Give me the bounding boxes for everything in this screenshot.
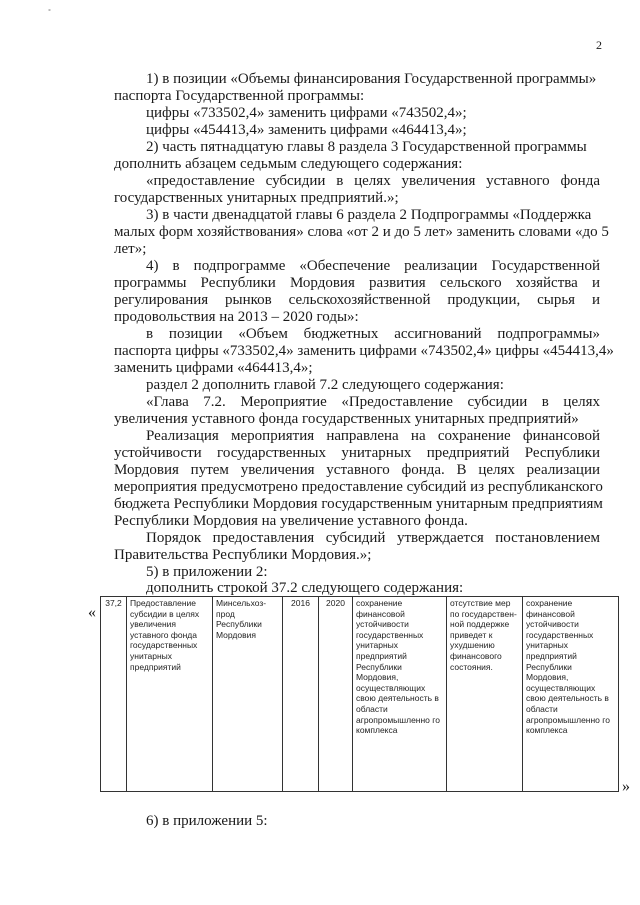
table-open-quote: « xyxy=(88,604,96,621)
text-line: бюджета Республики Мордовия государственным унитарным предприятиям xyxy=(114,496,603,512)
text-line: государственных унитарных предприятий.»; xyxy=(114,190,399,206)
text-line: дополнить строкой 37.2 следующего содержания: xyxy=(146,580,464,596)
start-year-cell: 2016 xyxy=(283,597,319,792)
text-line: малых форм хозяйствования» слова «от 2 и до 5 лет» заменить словами «до 5 xyxy=(114,224,609,240)
text-line: Мордовия путем увеличения уставного фонда. В целях реализации xyxy=(114,462,600,478)
text-line: 5) в приложении 2: xyxy=(146,564,268,580)
text-line: мероприятия предусмотрено предоставление субсидий из республиканского xyxy=(114,479,603,495)
expected-result-cell: сохранение финансовой устойчивости государственных унитарных предприятий Республики Мордовия, осуществляющих свою деятельность в области агропромышленно го комплекса xyxy=(353,597,447,792)
text-line: цифры «733502,4» заменить цифрами «743502,4»; xyxy=(146,105,467,121)
text-line: цифры «454413,4» заменить цифрами «464413,4»; xyxy=(146,122,467,138)
consequences-cell: отсутствие мер по государствен-ной поддержке приведет к ухудшению финансового состояния. xyxy=(447,597,523,792)
text-line: «предоставление субсидии в целях увеличения уставного фонда xyxy=(146,173,600,189)
addition-table xyxy=(100,596,618,792)
text-line: дополнить абзацем седьмым следующего содержания: xyxy=(114,156,463,172)
indicators-cell: сохранение финансовой устойчивости государственных унитарных предприятий Республики Мордовия, осуществляющих свою деятельность в области агропромышленно го комплекса xyxy=(523,597,619,792)
table-close-quote: » xyxy=(622,778,630,795)
end-year-cell: 2020 xyxy=(319,597,353,792)
table-row xyxy=(101,597,619,792)
text-line: Реализация мероприятия направлена на сохранение финансовой xyxy=(146,428,600,444)
text-line: устойчивости государственных унитарных предприятий Республики xyxy=(114,445,600,461)
event-cell: Предоставление субсидии в целях увеличения уставного фонда государственных унитарных предприятий xyxy=(127,597,213,792)
text-line: заменить цифрами «464413,4»; xyxy=(114,360,313,376)
text-line: увеличения уставного фонда государственных унитарных предприятий» xyxy=(114,411,579,427)
text-line: 2) часть пятнадцатую главы 8 раздела 3 Государственной программы xyxy=(146,139,587,155)
text-line: 3) в части двенадцатой главы 6 раздела 2 Подпрограммы «Поддержка xyxy=(146,207,592,223)
text-line: паспорта Государственной программы: xyxy=(114,88,365,104)
text-line: Республики Мордовия на увеличение уставного фонда. xyxy=(114,513,468,529)
text-line: лет»; xyxy=(114,241,147,257)
row-number-cell: 37,2 xyxy=(101,597,127,792)
text-line: раздел 2 дополнить главой 7.2 следующего содержания: xyxy=(146,377,504,393)
text-line: Правительства Республики Мордовия.»; xyxy=(114,547,372,563)
page-number: 2 xyxy=(596,38,602,52)
scan-mark: ˚ xyxy=(48,8,51,18)
text-line: программы Республики Мордовия развития сельского хозяйства и xyxy=(114,275,600,291)
text-line: 6) в приложении 5: xyxy=(146,813,268,829)
executor-cell: Минсельхоз-прод Республики Мордовия xyxy=(213,597,283,792)
text-line: 1) в позиции «Объемы финансирования Государственной программы» xyxy=(146,71,597,87)
text-line: паспорта цифры «733502,4» заменить цифрами «743502,4» цифры «454413,4» xyxy=(114,343,614,359)
text-line: продовольствия на 2013 – 2020 годы»: xyxy=(114,309,359,325)
text-line: Порядок предоставления субсидий утверждается постановлением xyxy=(146,530,600,546)
text-line: 4) в подпрограмме «Обеспечение реализации Государственной xyxy=(146,258,600,274)
text-line: «Глава 7.2. Мероприятие «Предоставление субсидии в целях xyxy=(146,394,600,410)
text-line: в позиции «Объем бюджетных ассигнований подпрограммы» xyxy=(146,326,600,342)
text-line: регулирования рынков сельскохозяйственной продукции, сырья и xyxy=(114,292,600,308)
